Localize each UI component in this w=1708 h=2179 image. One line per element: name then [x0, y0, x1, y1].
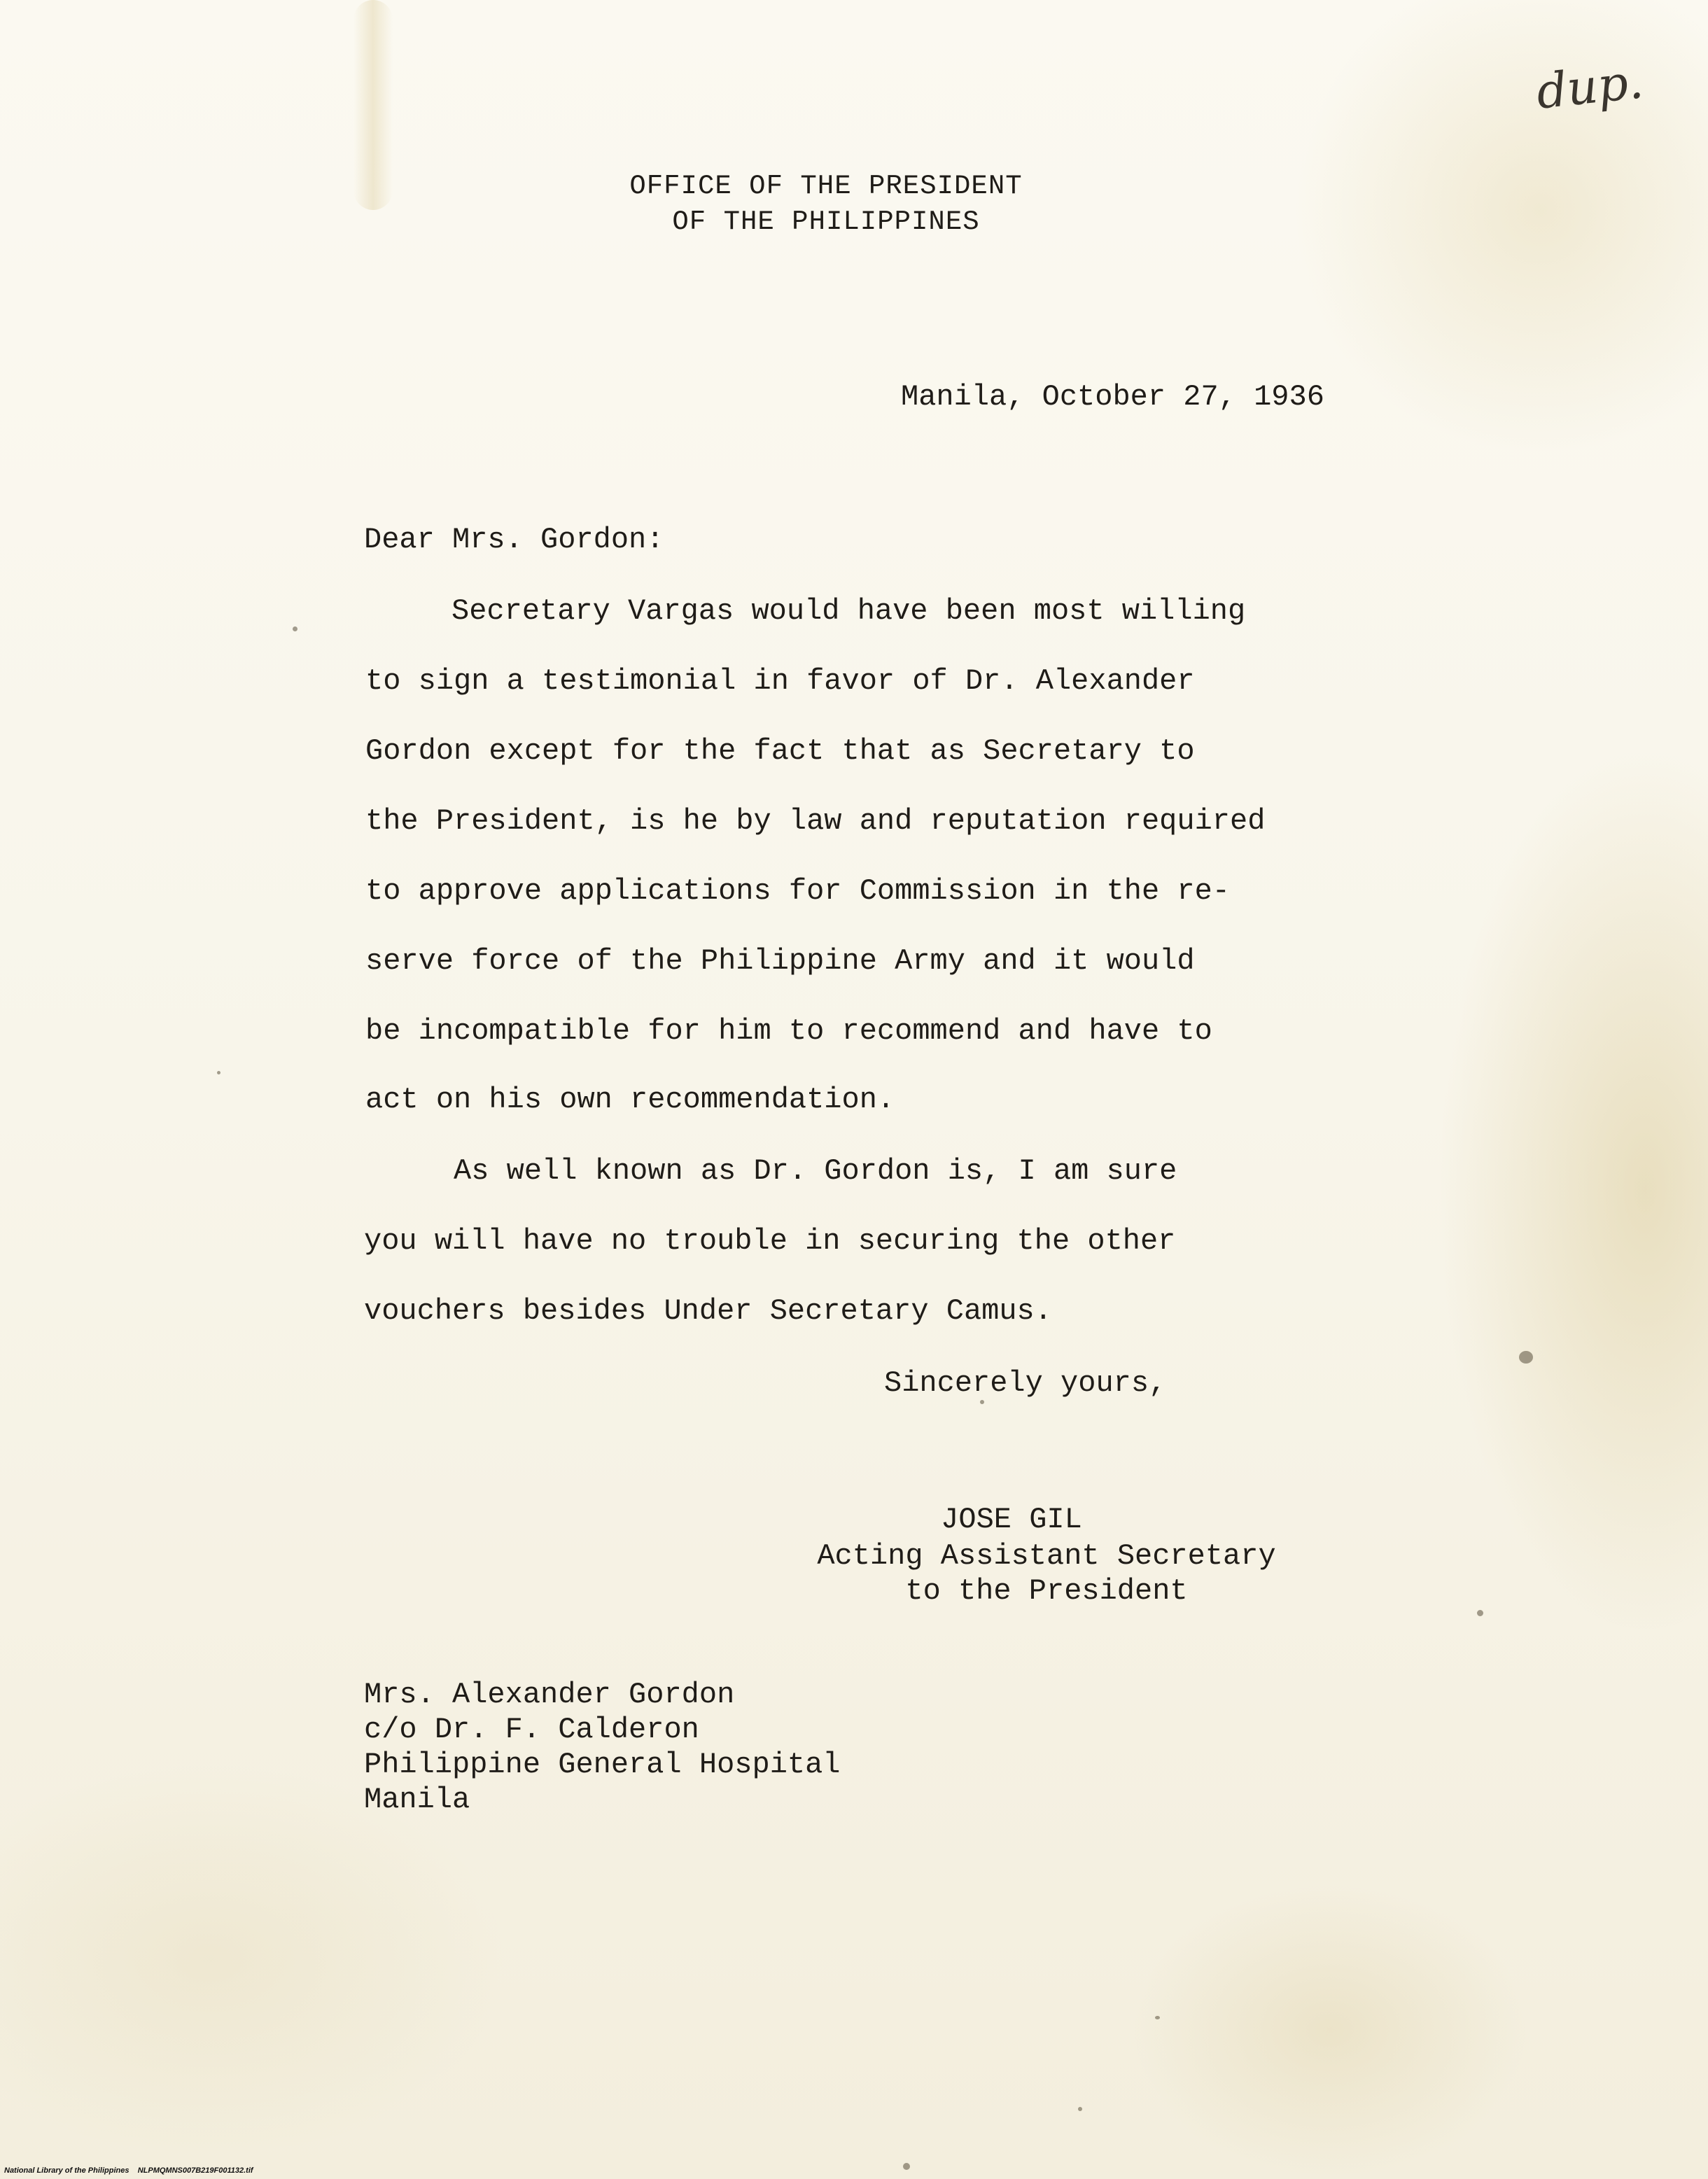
signatory-title-line-2: to the President [905, 1574, 1188, 1608]
body-line: be incompatible for him to recommend and have to [365, 1014, 1212, 1048]
body-line: Gordon except for the fact that as Secretary to [365, 734, 1195, 768]
body-line: vouchers besides Under Secretary Camus. [364, 1294, 1052, 1328]
body-line: the President, is he by law and reputation required [365, 804, 1266, 838]
body-line: act on his own recommendation. [365, 1083, 895, 1116]
body-line: to approve applications for Commission in the re- [365, 874, 1231, 908]
handwritten-dup-note: dup. [1534, 54, 1646, 120]
recipient-line-1: Mrs. Alexander Gordon [364, 1678, 735, 1711]
body-line: Secretary Vargas would have been most willing [451, 594, 1246, 628]
archive-credit-footer: National Library of the Philippines NLPMQMNS007B219F001132.tif [4, 2166, 253, 2175]
ink-speck [217, 1071, 220, 1074]
letterhead-line-1: OFFICE OF THE PRESIDENT [629, 171, 1023, 202]
ink-speck [1519, 1351, 1533, 1364]
body-line: serve force of the Philippine Army and it would [365, 944, 1195, 978]
closing: Sincerely yours, [884, 1366, 1167, 1400]
salutation: Dear Mrs. Gordon: [364, 523, 664, 556]
letterhead-line-2: OF THE PHILIPPINES [672, 206, 980, 237]
signatory-title-line-1: Acting Assistant Secretary [817, 1539, 1276, 1573]
ink-speck [1477, 1610, 1483, 1616]
ink-speck [980, 1400, 984, 1404]
signatory-name: JOSE GIL [941, 1503, 1082, 1536]
body-line: As well known as Dr. Gordon is, I am sure [454, 1154, 1177, 1188]
dateline: Manila, October 27, 1936 [901, 380, 1324, 414]
recipient-line-3: Philippine General Hospital [364, 1748, 841, 1781]
body-line: to sign a testimonial in favor of Dr. Alexander [365, 664, 1195, 698]
ink-speck [293, 626, 298, 631]
ink-speck [1078, 2107, 1082, 2111]
ink-speck [1155, 2016, 1160, 2019]
ink-speck [903, 2163, 910, 2170]
recipient-line-4: Manila [364, 1783, 470, 1816]
recipient-line-2: c/o Dr. F. Calderon [364, 1713, 699, 1746]
body-line: you will have no trouble in securing the other [364, 1224, 1176, 1258]
